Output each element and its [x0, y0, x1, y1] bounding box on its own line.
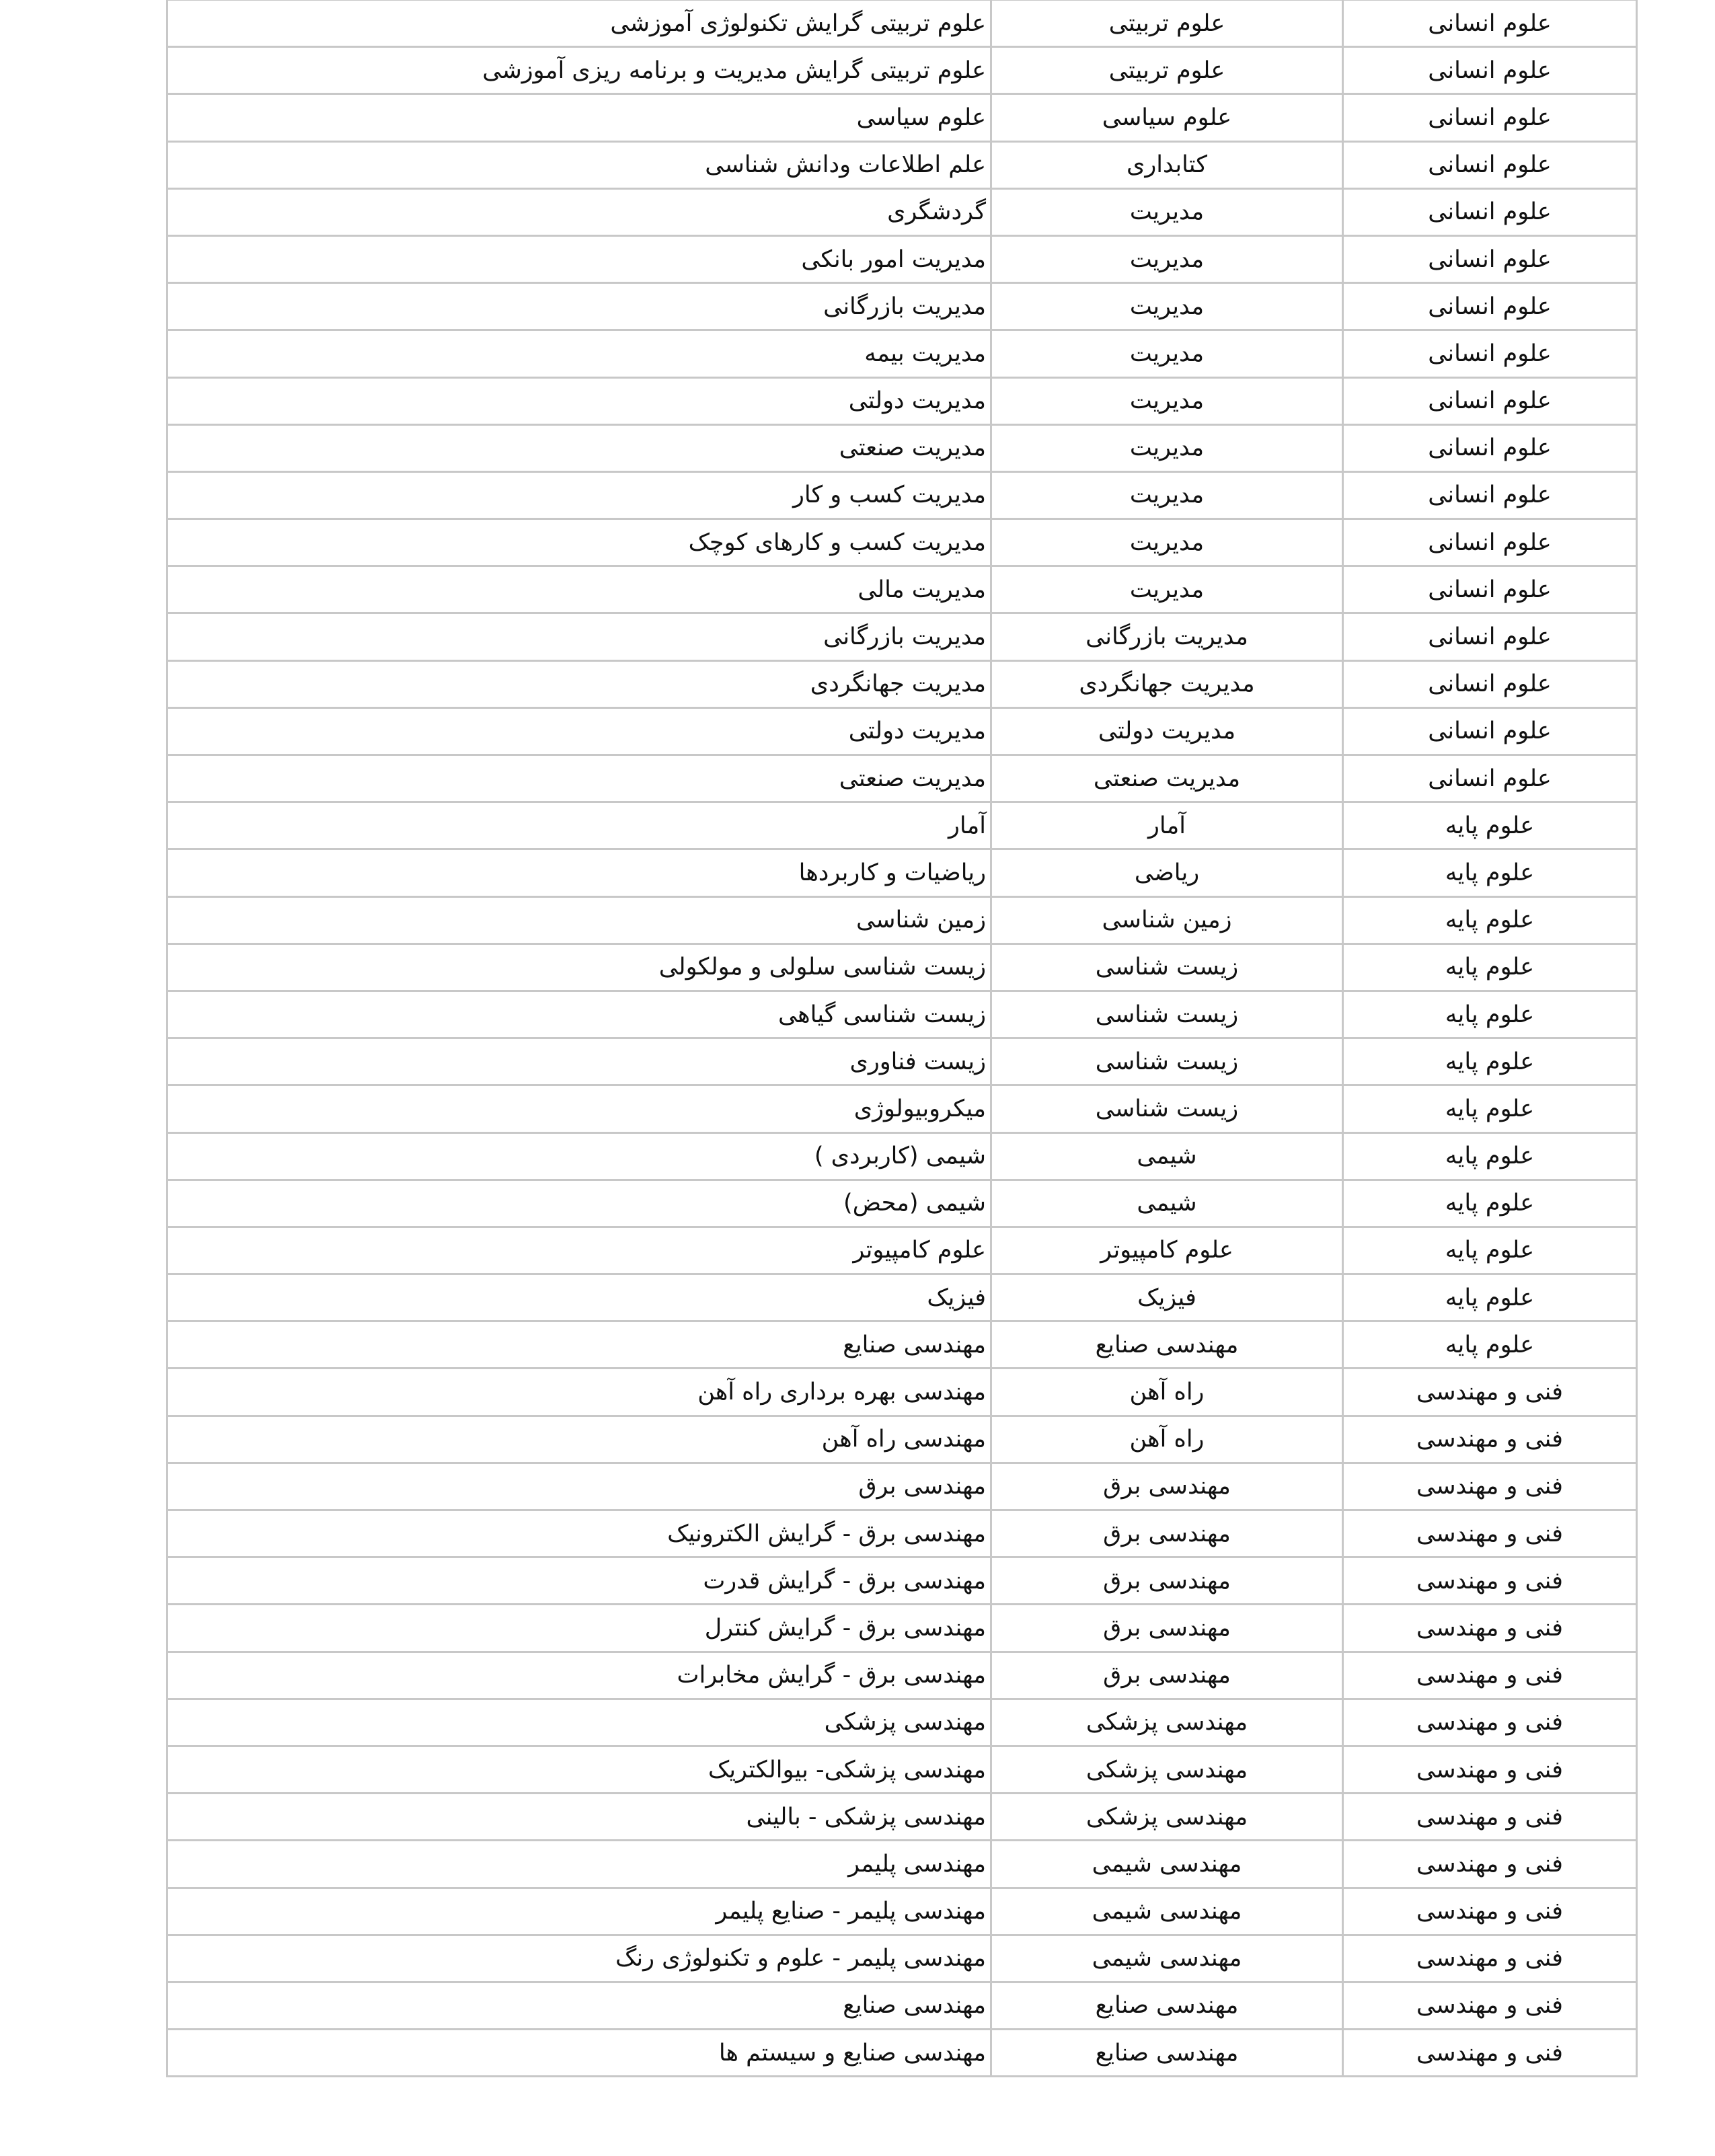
field-cell: علوم سیاسی [991, 94, 1343, 141]
group-cell: علوم انسانی [1343, 755, 1637, 802]
group-cell: علوم پایه [1343, 1132, 1637, 1180]
table-row [167, 1180, 1637, 1227]
major-cell: مهندسی برق [167, 1463, 991, 1510]
table-row [167, 283, 1637, 330]
group-cell: علوم پایه [1343, 944, 1637, 991]
table-row [167, 1274, 1637, 1321]
table-row [167, 1463, 1637, 1510]
majors-table [166, 0, 1638, 2077]
field-cell: علوم کامپیوتر [991, 1227, 1343, 1274]
table-row [167, 1085, 1637, 1132]
group-cell: علوم پایه [1343, 1085, 1637, 1132]
group-cell: علوم انسانی [1343, 283, 1637, 330]
table-row [167, 94, 1637, 141]
field-cell: شیمی [991, 1132, 1343, 1180]
field-cell: مدیریت [991, 566, 1343, 613]
major-cell: علوم کامپیوتر [167, 1227, 991, 1274]
field-cell: زمین شناسی [991, 896, 1343, 944]
table-row [167, 1841, 1637, 1888]
table-row [167, 1794, 1637, 1841]
group-cell: علوم انسانی [1343, 188, 1637, 235]
field-cell: آمار [991, 802, 1343, 849]
field-cell: مهندسی برق [991, 1463, 1343, 1510]
major-cell: مهندسی راه آهن [167, 1416, 991, 1463]
table-row [167, 1935, 1637, 1982]
table-row [167, 471, 1637, 518]
table-row [167, 235, 1637, 282]
major-cell: گردشگری [167, 188, 991, 235]
major-cell: مدیریت دولتی [167, 377, 991, 424]
major-cell: ریاضیات و کاربردها [167, 849, 991, 896]
major-cell: مدیریت دولتی [167, 707, 991, 755]
group-cell: فنی و مهندسی [1343, 1416, 1637, 1463]
table-row [167, 1369, 1637, 1416]
table-row [167, 991, 1637, 1038]
major-cell: مهندسی برق - گرایش الکترونیک [167, 1510, 991, 1557]
group-cell: علوم انسانی [1343, 377, 1637, 424]
table-row [167, 141, 1637, 188]
group-cell: علوم انسانی [1343, 0, 1637, 47]
field-cell: مهندسی برق [991, 1652, 1343, 1699]
field-cell: مدیریت [991, 424, 1343, 471]
field-cell: مدیریت جهانگردی [991, 660, 1343, 707]
major-cell: زیست شناسی گیاهی [167, 991, 991, 1038]
major-cell: مدیریت امور بانکی [167, 235, 991, 282]
table-row [167, 1321, 1637, 1369]
group-cell: فنی و مهندسی [1343, 1935, 1637, 1982]
field-cell: مدیریت دولتی [991, 707, 1343, 755]
table-row [167, 896, 1637, 944]
major-cell: شیمی (کاربردی ) [167, 1132, 991, 1180]
group-cell: علوم پایه [1343, 991, 1637, 1038]
major-cell: زیست فناوری [167, 1038, 991, 1085]
table-row [167, 849, 1637, 896]
table-row [167, 802, 1637, 849]
major-cell: میکروبیولوژی [167, 1085, 991, 1132]
group-cell: علوم انسانی [1343, 660, 1637, 707]
group-cell: علوم انسانی [1343, 519, 1637, 566]
table-row [167, 377, 1637, 424]
field-cell: مهندسی شیمی [991, 1935, 1343, 1982]
group-cell: علوم انسانی [1343, 566, 1637, 613]
table-row [167, 188, 1637, 235]
field-cell: علوم تربیتی [991, 0, 1343, 47]
group-cell: فنی و مهندسی [1343, 1510, 1637, 1557]
field-cell: مهندسی برق [991, 1557, 1343, 1605]
major-cell: علوم تربیتی گرایش مدیریت و برنامه ریزی آموزشی [167, 47, 991, 94]
group-cell: علوم انسانی [1343, 94, 1637, 141]
field-cell: شیمی [991, 1180, 1343, 1227]
group-cell: فنی و مهندسی [1343, 1605, 1637, 1652]
table-row [167, 1699, 1637, 1746]
major-cell: مهندسی صنایع [167, 1321, 991, 1369]
group-cell: علوم انسانی [1343, 235, 1637, 282]
major-cell: مهندسی پزشکی - بالینی [167, 1794, 991, 1841]
field-cell: مدیریت صنعتی [991, 755, 1343, 802]
group-cell: فنی و مهندسی [1343, 1557, 1637, 1605]
major-cell: مهندسی صنایع و سیستم ها [167, 2030, 991, 2077]
field-cell: مهندسی پزشکی [991, 1794, 1343, 1841]
table-row [167, 707, 1637, 755]
table-row [167, 1557, 1637, 1605]
table-row [167, 1416, 1637, 1463]
field-cell: مدیریت [991, 235, 1343, 282]
major-cell: مهندسی بهره برداری راه آهن [167, 1369, 991, 1416]
field-cell: راه آهن [991, 1416, 1343, 1463]
field-cell: زیست شناسی [991, 944, 1343, 991]
table-row [167, 566, 1637, 613]
major-cell: مدیریت کسب و کار [167, 471, 991, 518]
major-cell: مهندسی برق - گرایش مخابرات [167, 1652, 991, 1699]
group-cell: علوم پایه [1343, 1180, 1637, 1227]
table-row [167, 1132, 1637, 1180]
field-cell: مهندسی پزشکی [991, 1699, 1343, 1746]
field-cell: علوم تربیتی [991, 47, 1343, 94]
field-cell: مدیریت [991, 330, 1343, 377]
major-cell: مدیریت صنعتی [167, 424, 991, 471]
field-cell: کتابداری [991, 141, 1343, 188]
group-cell: فنی و مهندسی [1343, 1463, 1637, 1510]
table-row [167, 330, 1637, 377]
table-row [167, 424, 1637, 471]
major-cell: مهندسی برق - گرایش قدرت [167, 1557, 991, 1605]
group-cell: علوم انسانی [1343, 330, 1637, 377]
major-cell: شیمی (محض) [167, 1180, 991, 1227]
field-cell: ریاضی [991, 849, 1343, 896]
group-cell: فنی و مهندسی [1343, 1652, 1637, 1699]
group-cell: علوم انسانی [1343, 707, 1637, 755]
field-cell: مدیریت [991, 519, 1343, 566]
major-cell: مهندسی پلیمر [167, 1841, 991, 1888]
group-cell: علوم انسانی [1343, 47, 1637, 94]
field-cell: فیزیک [991, 1274, 1343, 1321]
group-cell: فنی و مهندسی [1343, 1699, 1637, 1746]
table-row [167, 944, 1637, 991]
group-cell: علوم پایه [1343, 849, 1637, 896]
major-cell: آمار [167, 802, 991, 849]
major-cell: مهندسی پزشکی [167, 1699, 991, 1746]
major-cell: مدیریت مالی [167, 566, 991, 613]
field-cell: مهندسی پزشکی [991, 1746, 1343, 1793]
table-row [167, 1982, 1637, 2029]
major-cell: مدیریت بازرگانی [167, 283, 991, 330]
major-cell: مهندسی پزشکی- بیوالکتریک [167, 1746, 991, 1793]
major-cell: زمین شناسی [167, 896, 991, 944]
field-cell: مهندسی صنایع [991, 1321, 1343, 1369]
field-cell: مهندسی شیمی [991, 1888, 1343, 1935]
table-row [167, 1888, 1637, 1935]
table-row [167, 1038, 1637, 1085]
majors-table-container [166, 0, 1630, 2077]
table-row [167, 1605, 1637, 1652]
field-cell: مدیریت [991, 471, 1343, 518]
field-cell: مدیریت [991, 188, 1343, 235]
group-cell: علوم پایه [1343, 1227, 1637, 1274]
field-cell: مدیریت [991, 283, 1343, 330]
group-cell: فنی و مهندسی [1343, 1982, 1637, 2029]
table-row [167, 755, 1637, 802]
table-row [167, 660, 1637, 707]
group-cell: فنی و مهندسی [1343, 1841, 1637, 1888]
major-cell: مهندسی برق - گرایش کنترل [167, 1605, 991, 1652]
field-cell: مدیریت [991, 377, 1343, 424]
major-cell: مدیریت کسب و کارهای کوچک [167, 519, 991, 566]
table-row [167, 613, 1637, 660]
field-cell: مهندسی برق [991, 1605, 1343, 1652]
major-cell: مهندسی پلیمر - علوم و تکنولوژی رنگ [167, 1935, 991, 1982]
major-cell: مدیریت جهانگردی [167, 660, 991, 707]
group-cell: علوم انسانی [1343, 471, 1637, 518]
major-cell: مهندسی صنایع [167, 1982, 991, 2029]
group-cell: فنی و مهندسی [1343, 2030, 1637, 2077]
table-row [167, 0, 1637, 47]
field-cell: راه آهن [991, 1369, 1343, 1416]
major-cell: علوم سیاسی [167, 94, 991, 141]
field-cell: مهندسی صنایع [991, 2030, 1343, 2077]
major-cell: مدیریت بیمه [167, 330, 991, 377]
table-row [167, 47, 1637, 94]
group-cell: فنی و مهندسی [1343, 1888, 1637, 1935]
major-cell: مدیریت بازرگانی [167, 613, 991, 660]
group-cell: علوم انسانی [1343, 424, 1637, 471]
group-cell: فنی و مهندسی [1343, 1369, 1637, 1416]
group-cell: علوم پایه [1343, 896, 1637, 944]
field-cell: زیست شناسی [991, 991, 1343, 1038]
group-cell: علوم انسانی [1343, 141, 1637, 188]
table-row [167, 1510, 1637, 1557]
table-row [167, 1227, 1637, 1274]
field-cell: زیست شناسی [991, 1085, 1343, 1132]
major-cell: مدیریت صنعتی [167, 755, 991, 802]
table-row [167, 2030, 1637, 2077]
major-cell: مهندسی پلیمر - صنایع پلیمر [167, 1888, 991, 1935]
field-cell: مهندسی برق [991, 1510, 1343, 1557]
group-cell: فنی و مهندسی [1343, 1746, 1637, 1793]
table-row [167, 1746, 1637, 1793]
major-cell: فیزیک [167, 1274, 991, 1321]
field-cell: مهندسی صنایع [991, 1982, 1343, 2029]
majors-table-body [167, 0, 1637, 2077]
field-cell: مهندسی شیمی [991, 1841, 1343, 1888]
group-cell: علوم پایه [1343, 1274, 1637, 1321]
group-cell: فنی و مهندسی [1343, 1794, 1637, 1841]
major-cell: علوم تربیتی گرایش تکنولوژی آموزشی [167, 0, 991, 47]
major-cell: زیست شناسی سلولی و مولکولی [167, 944, 991, 991]
group-cell: علوم پایه [1343, 802, 1637, 849]
group-cell: علوم پایه [1343, 1038, 1637, 1085]
major-cell: علم اطلاعات ودانش شناسی [167, 141, 991, 188]
field-cell: مدیریت بازرگانی [991, 613, 1343, 660]
group-cell: علوم انسانی [1343, 613, 1637, 660]
field-cell: زیست شناسی [991, 1038, 1343, 1085]
table-row [167, 1652, 1637, 1699]
table-row [167, 519, 1637, 566]
group-cell: علوم پایه [1343, 1321, 1637, 1369]
